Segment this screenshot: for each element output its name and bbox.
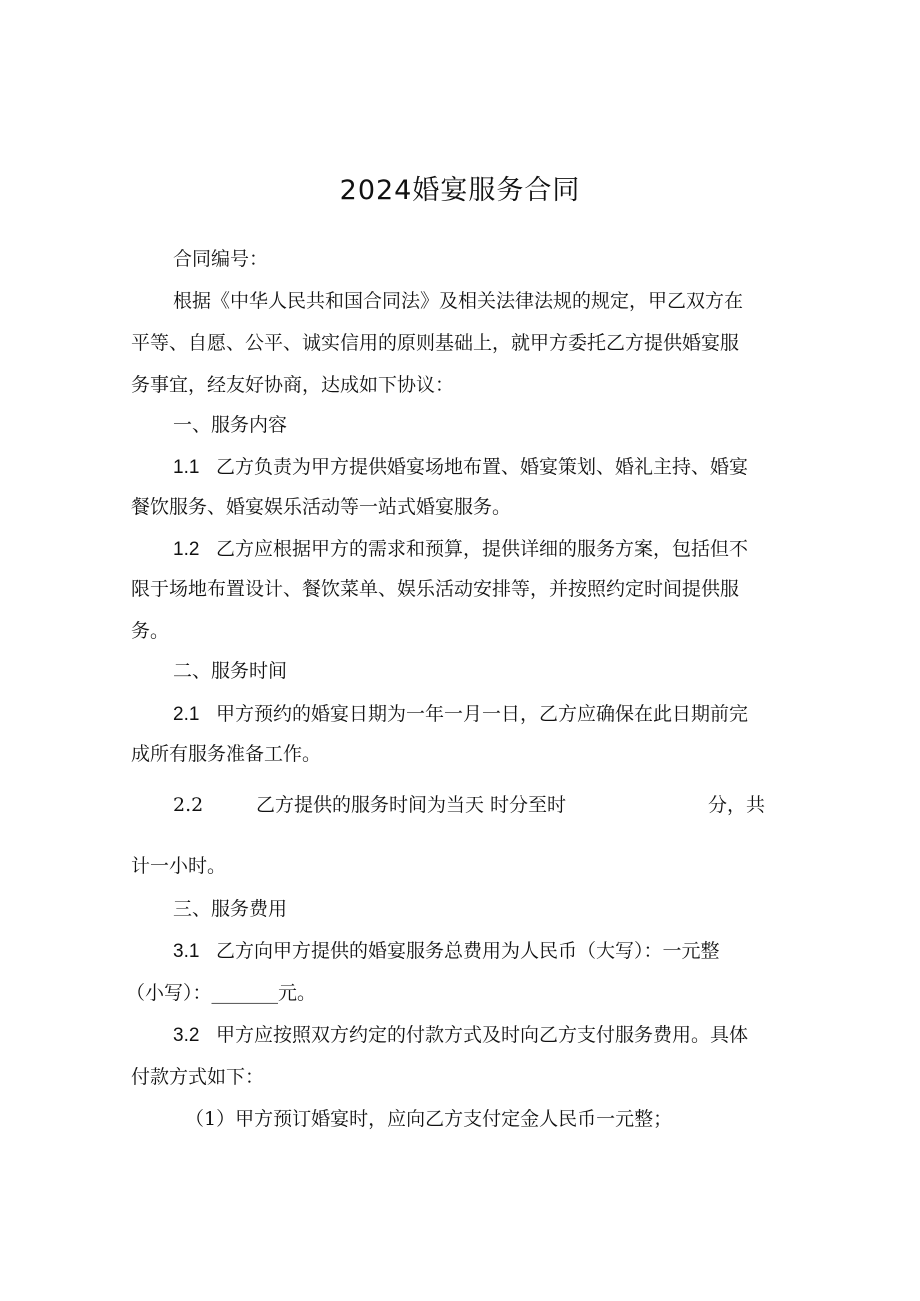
clause-1-2-line-3: 务。	[131, 620, 170, 642]
payment-item-1: （1）甲方预订婚宴时，应向乙方支付定金人民币一元整；	[185, 1108, 673, 1130]
section-2-heading: 二、服务时间	[173, 660, 288, 682]
clause-2-2-text-part-1: 乙方提供的服务时间为当天 时分至时	[256, 794, 567, 816]
clause-3-2-line-2: 付款方式如下：	[131, 1066, 265, 1088]
clause-1-2-line-1	[173, 536, 748, 563]
section-3-heading: 三、服务费用	[173, 898, 288, 920]
clause-1-1-line-1	[173, 454, 748, 481]
section-1-heading: 一、服务内容	[173, 414, 288, 436]
document-title: 2024婚宴服务合同	[339, 175, 581, 206]
clause-number: 1.2	[173, 539, 200, 560]
clause-3-1-line-1	[173, 938, 720, 965]
contract-number-label: 合同编号：	[173, 248, 269, 270]
clause-number: 3.1	[173, 941, 200, 962]
clause-text: 甲方应按照双方约定的付款方式及时向乙方支付服务费用。具体	[216, 1024, 749, 1046]
clause-text: 乙方应根据甲方的需求和预算，提供详细的服务方案，包括但不	[216, 538, 749, 560]
clause-3-2-line-1	[173, 1022, 748, 1049]
clause-text: 乙方负责为甲方提供婚宴场地布置、婚宴策划、婚礼主持、婚宴	[216, 456, 749, 478]
intro-line-2: 平等、自愿、公平、诚实信用的原则基础上，就甲方委托乙方提供婚宴服	[131, 332, 740, 354]
clause-3-1-line-2: （小写）：_______元。	[126, 982, 317, 1004]
clause-2-1-line-1	[173, 701, 748, 728]
clause-number: 3.2	[173, 1025, 200, 1046]
clause-text: 甲方预约的婚宴日期为一年一月一日，乙方应确保在此日期前完	[216, 703, 749, 725]
clause-text: 乙方向甲方提供的婚宴服务总费用为人民币（大写）：一元整	[216, 940, 720, 962]
clause-2-2-text-part-2: 分，共	[708, 794, 766, 816]
clause-number: 2.1	[173, 704, 200, 725]
clause-number: 1.1	[173, 457, 200, 478]
clause-2-2-line-2: 计一小时。	[131, 855, 227, 877]
clause-1-2-line-2: 限于场地布置设计、餐饮菜单、娱乐活动安排等，并按照约定时间提供服	[131, 578, 740, 600]
clause-2-1-line-2: 成所有服务准备工作。	[131, 743, 322, 765]
intro-line-1: 根据《中华人民共和国合同法》及相关法律法规的规定，甲乙双方在	[173, 290, 744, 312]
clause-2-2-number: 2.2	[173, 794, 204, 816]
intro-line-3: 务事宜，经友好协商，达成如下协议：	[131, 374, 455, 396]
clause-1-1-line-2: 餐饮服务、婚宴娱乐活动等一站式婚宴服务。	[131, 496, 512, 518]
